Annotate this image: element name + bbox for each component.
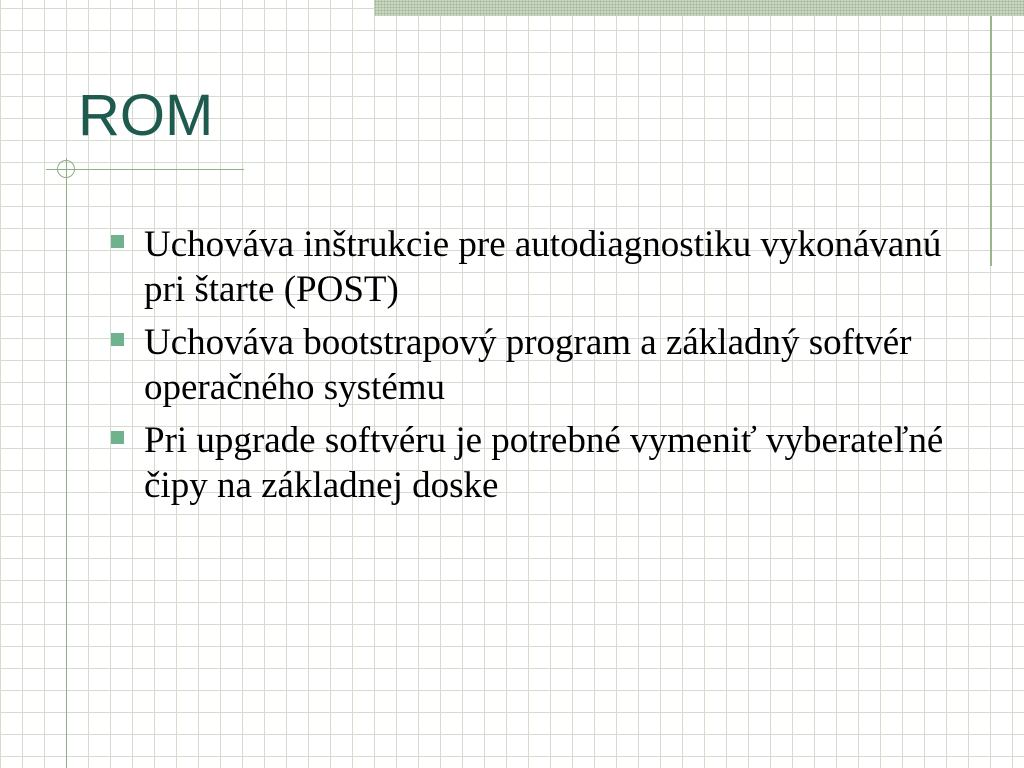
square-bullet-icon	[111, 333, 124, 346]
bullet-item	[108, 320, 988, 410]
bullet-item	[108, 222, 988, 312]
bullet-text: Uchováva bootstrapový program a základný softvér operačného systému	[144, 322, 912, 408]
bullet-item	[108, 418, 988, 508]
slide-title: ROM	[78, 83, 214, 148]
bullet-text: Uchováva inštrukcie pre autodiagnostiku vykonávanú pri štarte (POST)	[144, 224, 942, 310]
square-bullet-icon	[111, 431, 124, 444]
crosshair-icon	[57, 160, 75, 178]
bullet-list	[108, 222, 988, 516]
left-decorative-line	[66, 158, 67, 768]
bullet-text: Pri upgrade softvéru je potrebné vymeniť vyberateľné čipy na základnej doske	[144, 420, 944, 506]
top-decorative-band	[374, 0, 1024, 16]
square-bullet-icon	[111, 235, 124, 248]
title-underline	[46, 169, 244, 170]
right-decorative-line	[990, 16, 992, 266]
